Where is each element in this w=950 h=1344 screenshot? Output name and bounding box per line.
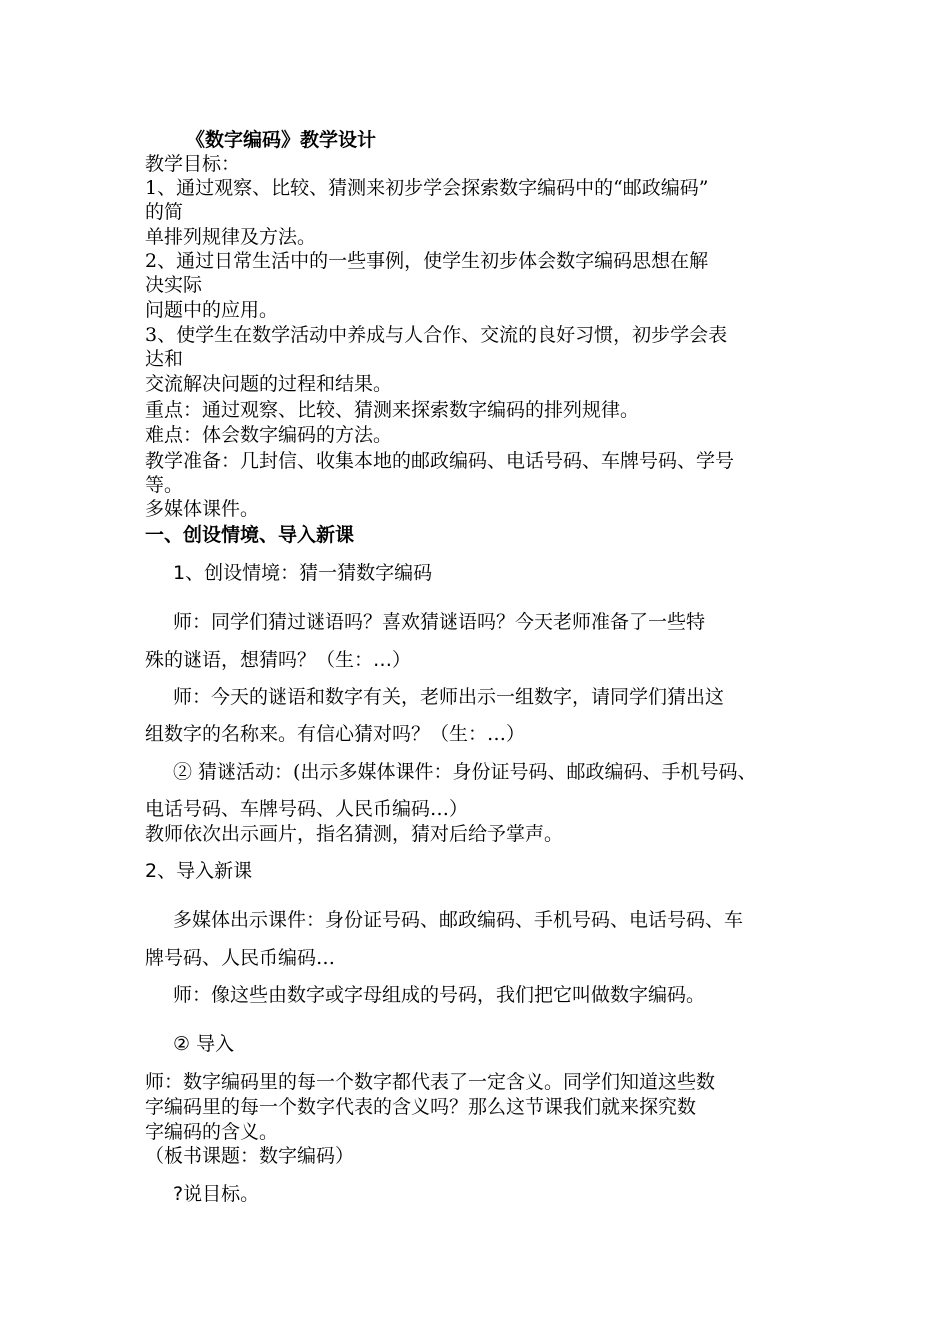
text-line: 师：今天的谜语和数字有关，老师出示一组数字，请同学们猜出这 [173, 686, 725, 708]
text-line: 电话号码、车牌号码、人民币编码…） [145, 798, 469, 820]
text-line: 师：像这些由数字或字母组成的号码，我们把它叫做数字编码。 [173, 984, 706, 1006]
text-line: 重点：通过观察、比较、猜测来探索数字编码的排列规律。 [145, 399, 640, 421]
text-line: 等。 [145, 474, 184, 496]
text-line: 牌号码、人民币编码… [145, 947, 336, 969]
text-line: 2、导入新课 [145, 860, 253, 882]
text-line: （板书课题：数字编码） [145, 1145, 355, 1167]
text-line: ② 猜谜活动：(出示多媒体课件：身份证号码、邮政编码、手机号码、 [173, 761, 757, 783]
text-line: 交流解决问题的过程和结果。 [145, 373, 393, 395]
text-line: 的简 [145, 201, 184, 223]
text-line: 问题中的应用。 [145, 299, 279, 321]
section-heading: 一、创设情境、导入新课 [145, 524, 355, 546]
text-line: 1、创设情境：猜一猜数字编码 [173, 562, 433, 584]
text-line: 2、通过日常生活中的一些事例，使学生初步体会数字编码思想在解 [145, 250, 709, 272]
text-line: 决实际 [145, 274, 203, 296]
text-line: 师：数字编码里的每一个数字都代表了一定含义。同学们知道这些数 [145, 1071, 716, 1093]
text-line: 单排列规律及方法。 [145, 226, 317, 248]
text-line: 多媒体出示课件：身份证号码、邮政编码、手机号码、电话号码、车 [173, 909, 744, 931]
text-line: ② 导入 [173, 1033, 235, 1055]
text-line: 殊的谜语，想猜吗？（生：…） [145, 649, 412, 671]
document-title: 《数字编码》教学设计 [186, 129, 377, 151]
text-line: 3、使学生在数学活动中养成与人合作、交流的良好习惯，初步学会表 [145, 324, 728, 346]
text-line: 师：同学们猜过谜语吗？喜欢猜谜语吗？今天老师准备了一些特 [173, 611, 706, 633]
text-line: 难点：体会数字编码的方法。 [145, 424, 393, 446]
text-line: 教师依次出示画片，指名猜测，猜对后给予掌声。 [145, 823, 564, 845]
text-line: ?说目标。 [173, 1183, 260, 1205]
text-line: 字编码里的每一个数字代表的含义吗？那么这节课我们就来探究数 [145, 1096, 697, 1118]
text-line: 达和 [145, 348, 184, 370]
text-line: 组数字的名称来。有信心猜对吗？（生：…） [145, 723, 526, 745]
text-line: 教学目标： [145, 153, 241, 175]
text-line: 字编码的含义。 [145, 1121, 279, 1143]
text-line: 教学准备：几封信、收集本地的邮政编码、电话号码、车牌号码、学号 [145, 450, 735, 472]
text-line: 1、通过观察、比较、猜测来初步学会探索数字编码中的“邮政编码” [145, 177, 709, 199]
text-line: 多媒体课件。 [145, 498, 260, 520]
